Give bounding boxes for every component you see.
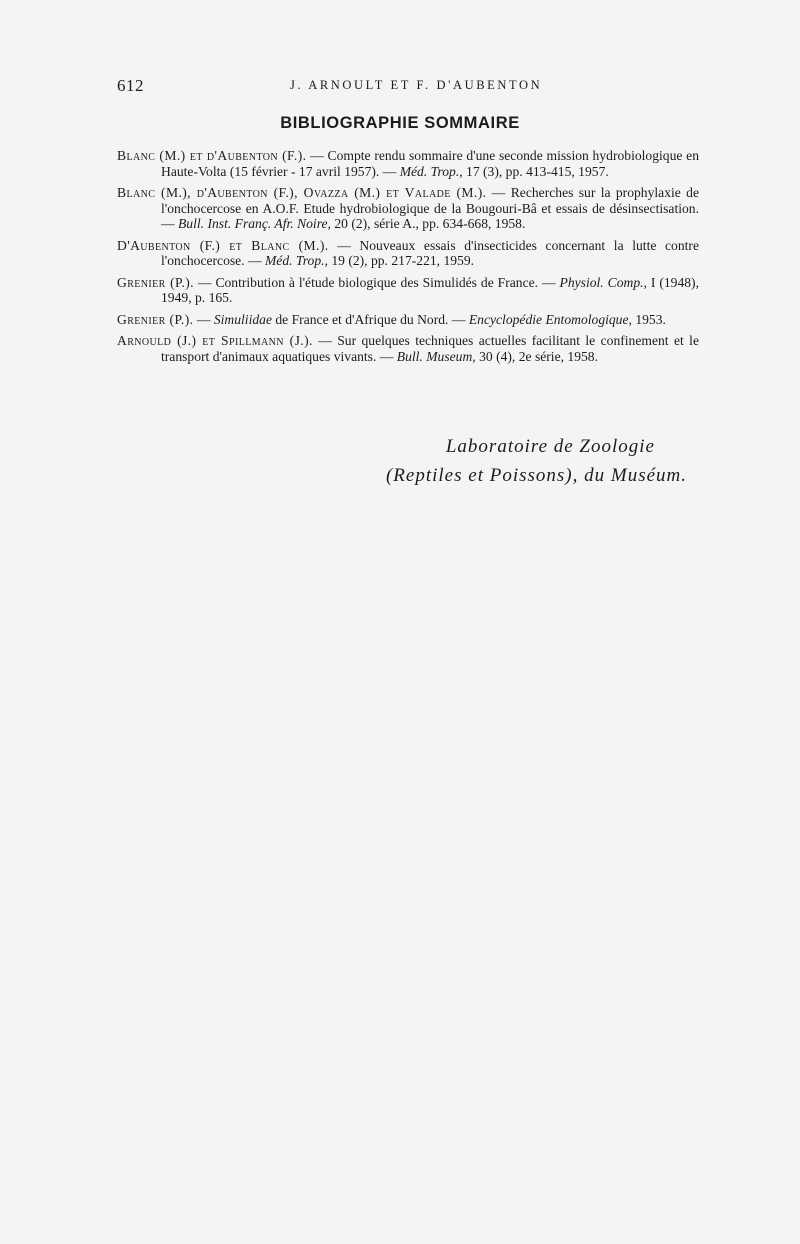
reference-journal: Méd. Trop.,	[264, 253, 328, 268]
affiliation	[300, 432, 687, 490]
reference-text: — Compte rendu sommaire d'une seconde mission hydrobiologique en Haute-Volta (15 février - 17 avril 1957). —	[161, 148, 699, 179]
reference-authors: Blanc (M.), d'Aubenton (F.), Ovazza (M.) et Valade (M.).	[117, 185, 487, 200]
reference-details: 30 (4), 2e série, 1958.	[475, 348, 598, 364]
reference-journal: Méd. Trop.,	[399, 163, 463, 179]
reference-details: I (1948), 1949, p. 165.	[161, 274, 699, 305]
bibliography-entry	[117, 238, 699, 269]
reference-journal: Physiol. Comp.,	[559, 274, 647, 290]
reference-text: — Contribution à l'étude biologique des Simulidés de France. —	[193, 274, 560, 290]
reference-journal-2: Encyclopédie Entomologique,	[468, 311, 632, 327]
reference-details: 20 (2), série A., pp. 634-668, 1958.	[330, 216, 526, 231]
reference-authors: Grenier (P.).	[117, 311, 194, 327]
reference-text: — Sur quelques techniques actuelles facilitant le confinement et le transport d'animaux aquatiques vivants. —	[161, 333, 699, 364]
bibliography-entry	[117, 312, 699, 328]
bibliography-entry	[117, 185, 699, 232]
reference-journal: Bull. Inst. Franç. Afr. Noire,	[178, 216, 331, 231]
running-head: J. ARNOULT ET F. D'AUBENTON	[290, 78, 543, 92]
reference-journal: Simuliidae	[213, 311, 272, 327]
reference-authors: Blanc (M.) et d'Aubenton (F.).	[117, 148, 307, 163]
reference-authors: D'Aubenton (F.) et Blanc (M.).	[117, 237, 329, 253]
reference-details: 1953.	[631, 311, 666, 327]
page-number: 612	[117, 76, 144, 95]
reference-details: 17 (3), pp. 413-415, 1957.	[462, 163, 609, 179]
reference-text-2: de France et d'Afrique du Nord. —	[271, 311, 469, 327]
bibliography-list	[117, 148, 699, 370]
bibliography-entry	[117, 333, 699, 364]
affiliation-line-2: (Reptiles et Poissons), du Muséum.	[385, 465, 687, 486]
reference-text: —	[193, 311, 214, 327]
reference-text: — Nouveaux essais d'insecticides concernant la lutte contre l'onchocercose. —	[161, 237, 699, 268]
bibliography-entry	[117, 275, 699, 306]
bibliography-entry	[117, 148, 699, 179]
affiliation-line-1: Laboratoire de Zoologie	[445, 436, 655, 457]
reference-authors: Grenier (P.).	[117, 274, 194, 290]
reference-journal: Bull. Museum,	[396, 348, 476, 364]
reference-text: — Recherches sur la prophylaxie de l'onchocercose en A.O.F. Etude hydrobiologique de la Bougouri-Bâ et essais de désinsectisation. —	[161, 185, 699, 231]
reference-details: 19 (2), pp. 217-221, 1959.	[327, 253, 475, 268]
reference-authors: Arnould (J.) et Spillmann (J.).	[117, 333, 313, 348]
section-title: BIBLIOGRAPHIE SOMMAIRE	[280, 114, 520, 132]
